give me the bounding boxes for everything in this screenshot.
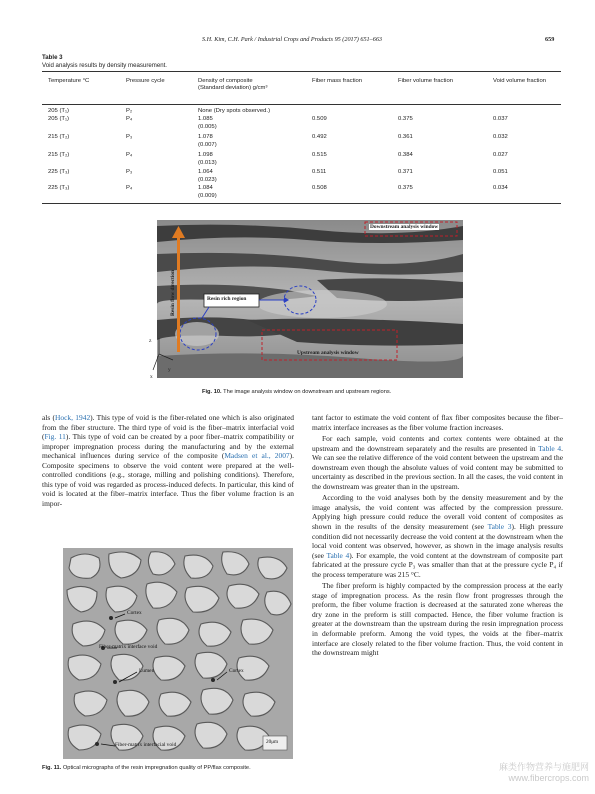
paragraph: tant factor to estimate the void content of flax fiber composites because the fiber–matrix interface increases as the fiber volume fraction increases. bbox=[312, 413, 563, 432]
text-run: ). This type of void is the fiber-related one which is also originated from the fiber structure. The third type of void is the fiber–matrix interfacial void ( bbox=[42, 413, 294, 442]
cell-void-volume: 0.037 bbox=[493, 116, 508, 122]
cell-fiber-mass: 0.511 bbox=[312, 169, 327, 175]
ref-hock-1942[interactable]: Hock, 1942 bbox=[55, 413, 91, 422]
cell-density: 1.078 bbox=[198, 134, 213, 140]
upstream-window-label: Upstream analysis window bbox=[297, 350, 359, 356]
watermark-line-2: www.fibercrops.com bbox=[508, 773, 589, 783]
downstream-window-label: Downstream analysis window bbox=[370, 224, 439, 230]
cell-fiber-volume: 0.375 bbox=[398, 185, 413, 191]
cell-density: None (Dry spots observed.) bbox=[198, 108, 271, 114]
cell-density: 1.084 bbox=[198, 185, 213, 191]
cell-temperature: 225 (T₃) bbox=[48, 169, 70, 175]
axis-y-label: y bbox=[168, 367, 171, 373]
cell-pressure-cycle: P₃ bbox=[126, 134, 133, 140]
cell-temperature: 205 (T₁) bbox=[48, 108, 69, 114]
cell-density-sd: (0.007) bbox=[198, 142, 217, 148]
text-run: For each sample, void contents and cortex contents were obtained at the upstream and the downstream separately and the results are presented in bbox=[312, 434, 563, 453]
text-run: According to the void analyses both by the density measurement and by the image analysis, the void content was affected by the compression pressure. Applying high pressure could reduce the overall void content of composites as shown in the results of the density measurement (see bbox=[312, 493, 563, 532]
figure-10-label: Fig. 10. bbox=[202, 389, 222, 395]
cell-density-sd: (0.005) bbox=[198, 124, 217, 130]
cell-fiber-mass: 0.492 bbox=[312, 134, 327, 140]
cortex-label-1: Cortex bbox=[127, 610, 142, 616]
cell-fiber-volume: 0.371 bbox=[398, 169, 413, 175]
cell-temperature: 205 (T₁) bbox=[48, 116, 69, 122]
figure-11-image bbox=[63, 548, 293, 759]
table-header-rule bbox=[42, 104, 561, 105]
table-caption-text: Void analysis results by density measurement. bbox=[42, 61, 167, 69]
figure-11-caption-text: Optical micrographs of the resin impregnation quality of PP/flax composite. bbox=[62, 765, 251, 771]
journal-citation: S.H. Kim, C.H. Park / Industrial Crops and Products 95 (2017) 651–663 bbox=[202, 36, 383, 43]
cell-fiber-volume: 0.361 bbox=[398, 134, 413, 140]
col-header-void-volume: Void volume fraction bbox=[493, 78, 547, 84]
cell-density: 1.098 bbox=[198, 152, 213, 158]
ref-table-4[interactable]: Table 4 bbox=[326, 550, 350, 560]
figure-10-image bbox=[149, 220, 463, 378]
resin-rich-label: Resin rich region bbox=[207, 296, 247, 302]
text-run: ). Composite specimens to observe the void content were prepared at the well-controlled conditions (e.g., storage, milling and polishing conditions). Therefore, this type of void was regarded as process-induced defects. In particular, this kind of void is located at the fiber–matrix interface. Thus the fiber volume fraction is an impor- bbox=[42, 451, 294, 508]
cell-temperature: 215 (T₂) bbox=[48, 152, 70, 158]
cell-fiber-mass: 0.508 bbox=[312, 185, 327, 191]
paragraph bbox=[312, 434, 563, 491]
text-run: ). High pressure condition did not necessarily decrease the void content at the downstream when the local void content was observed, however, as shown in the image analysis results (see bbox=[312, 522, 563, 560]
text-run: . We can see the relative difference of the void content between the upstream and the downstream even though the absolute values of void content may be submitted to uncertainty as described in the previous section. In all the cases, the void content in the downstream was greater than in the upstream. bbox=[312, 443, 563, 491]
cell-fiber-volume: 0.384 bbox=[398, 152, 413, 158]
ref-fig-11[interactable]: Fig. 11 bbox=[44, 432, 66, 442]
table-bottom-rule bbox=[42, 203, 561, 204]
cell-fiber-mass: 0.515 bbox=[312, 152, 327, 158]
col-header-pressure-cycle: Pressure cycle bbox=[126, 78, 165, 84]
cell-density-sd: (0.009) bbox=[198, 193, 217, 199]
text-run: als ( bbox=[42, 413, 56, 422]
cell-density-sd: (0.013) bbox=[198, 160, 217, 166]
cell-void-volume: 0.034 bbox=[493, 185, 508, 191]
text-run: ). For example, the void content at the downstream of composite part fabricated at the pressure cycle P₃ was smaller than that at the pressure cycle P₄ if the process temperature was 215 °C. bbox=[312, 550, 563, 579]
col-header-temperature: Temperature °C bbox=[48, 78, 90, 84]
text-run: ). This type of void can be created by a poor fiber–matrix compatibility or improper impregnation process during the manufacturing and by the external mechanical influences during service of the composite ( bbox=[42, 432, 294, 461]
cell-pressure-cycle: P₄ bbox=[126, 152, 133, 158]
scale-bar-label: 20μm bbox=[266, 739, 279, 745]
cell-void-volume: 0.032 bbox=[493, 134, 508, 140]
watermark-line-1: 麻类作物营养与施肥网 bbox=[498, 762, 589, 772]
ref-table-3[interactable]: Table 3 bbox=[487, 522, 512, 532]
cell-fiber-mass: 0.509 bbox=[312, 116, 327, 122]
col-header-fiber-volume: Fiber volume fraction bbox=[398, 78, 454, 84]
resin-flow-direction-label: Resin flow direction bbox=[170, 269, 176, 317]
cell-void-volume: 0.051 bbox=[493, 169, 508, 175]
lumen-label: Lumen bbox=[139, 668, 155, 674]
page-number: 659 bbox=[545, 36, 555, 43]
interface-void-label-2: Fiber-matrix interfacial void bbox=[115, 742, 177, 748]
figure-10-caption bbox=[202, 389, 391, 395]
cell-temperature: 225 (T₃) bbox=[48, 185, 70, 191]
cell-pressure-cycle: P₄ bbox=[126, 116, 133, 122]
cell-density-sd: (0.023) bbox=[198, 177, 217, 183]
cell-density: 1.064 bbox=[198, 169, 213, 175]
ref-table-4[interactable]: Table 4 bbox=[538, 443, 562, 453]
paragraph: The fiber preform is highly compacted by the compression process at the early stage of impregnation process. As the resin flow front progresses through the preform, the fiber volume fraction is decreased at the saturated zone whereas the dry zone in the preform is still compacted. Hence, the fiber volume fraction is greater at the downstream than the upstream during the resin impregnation process in deformable preform. Among the void types, the voids at the fiber–matrix interface are closely related to the fiber volume fraction. Thus, the void content in the downstream might bbox=[312, 581, 563, 658]
table-label: Table 3 bbox=[42, 54, 63, 61]
paragraph bbox=[312, 493, 563, 579]
interface-void-label-1: Fiber-matrix interface void bbox=[99, 644, 158, 650]
watermark bbox=[499, 762, 589, 784]
figure-11-label: Fig. 11. bbox=[42, 765, 62, 771]
table-caption bbox=[42, 54, 167, 69]
axis-x-label: x bbox=[150, 374, 153, 380]
col-header-fiber-mass: Fiber mass fraction bbox=[312, 78, 363, 84]
cell-pressure-cycle: P₄ bbox=[126, 185, 133, 191]
ref-madsen-2007[interactable]: Madsen et al., 2007 bbox=[224, 451, 290, 461]
col-header-density: Density of composite (Standard deviation) g/cm³ bbox=[198, 78, 268, 92]
cell-void-volume: 0.027 bbox=[493, 152, 508, 158]
cell-pressure-cycle: P₃ bbox=[126, 169, 133, 175]
right-column-text bbox=[312, 413, 563, 658]
axis-z-label: z bbox=[149, 338, 152, 344]
left-column-text bbox=[42, 413, 294, 508]
figure-11-caption bbox=[42, 765, 251, 771]
cell-pressure-cycle: P₂ bbox=[126, 108, 133, 114]
cell-density: 1.085 bbox=[198, 116, 213, 122]
table-top-rule bbox=[42, 71, 561, 72]
cell-fiber-volume: 0.375 bbox=[398, 116, 413, 122]
cell-temperature: 215 (T₂) bbox=[48, 134, 70, 140]
figure-10-caption-text: The image analysis window on downstream and upstream regions. bbox=[223, 389, 392, 395]
cortex-label-2: Cortex bbox=[229, 668, 244, 674]
